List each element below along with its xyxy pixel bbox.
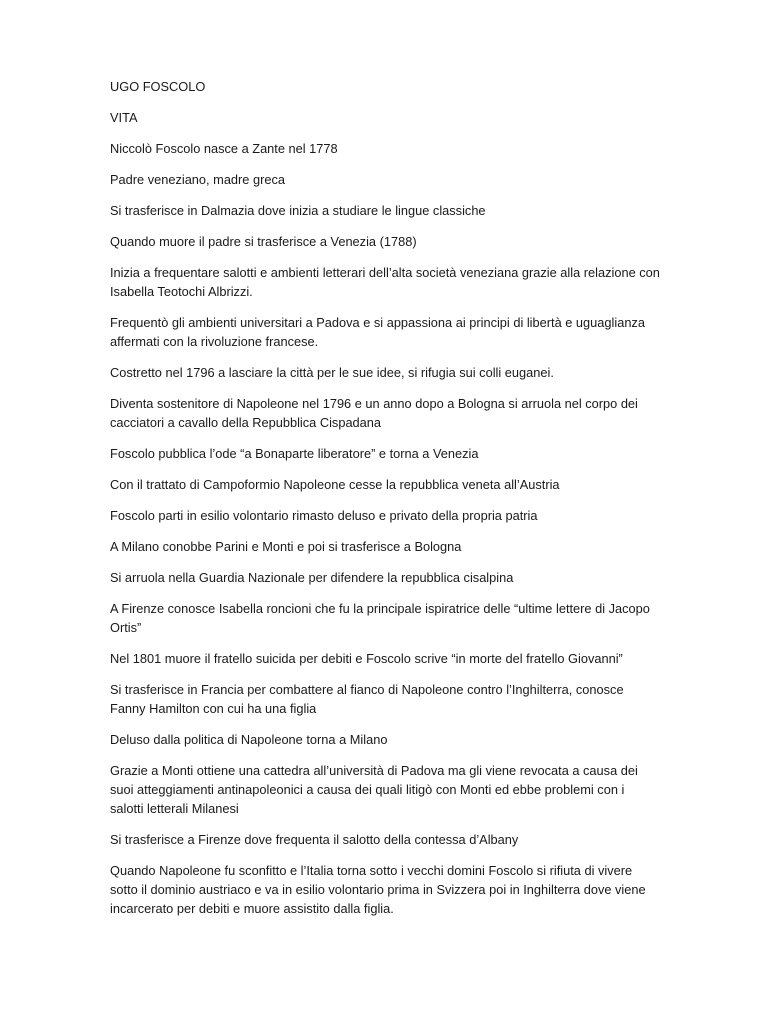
paragraph: Costretto nel 1796 a lasciare la città per le sue idee, si rifugia sui colli euganei. (110, 365, 554, 380)
document-title: UGO FOSCOLO (110, 79, 206, 94)
paragraph: Inizia a frequentare salotti e ambienti letterari dell’alta società veneziana grazie alla relazione con Isabella Teotochi Albrizzi. (110, 265, 660, 299)
paragraph: A Firenze conosce Isabella roncioni che fu la principale ispiratrice delle “ultime lettere di Jacopo Ortis” (110, 601, 650, 635)
paragraph: Quando Napoleone fu sconfitto e l’Italia torna sotto i vecchi domini Foscolo si rifiuta di vivere sotto il dominio austriaco e va in esilio volontario prima in Svizzera poi in Inghilterra dove viene incarcerato per debiti e muore assistito dalla figlia. (110, 863, 646, 916)
paragraph: Con il trattato di Campoformio Napoleone cesse la repubblica veneta all’Austria (110, 477, 560, 492)
paragraph: Grazie a Monti ottiene una cattedra all’università di Padova ma gli viene revocata a causa dei suoi atteggiamenti antinapoleonici a causa dei quali litigò con Monti ed ebbe problemi con i salotti letterali Milanesi (110, 763, 638, 816)
paragraph: Padre veneziano, madre greca (110, 172, 285, 187)
paragraph: Quando muore il padre si trasferisce a Venezia (1788) (110, 234, 417, 249)
paragraph: Frequentò gli ambienti universitari a Padova e si appassiona ai principi di libertà e uguaglianza affermati con la rivoluzione francese. (110, 315, 645, 349)
paragraph: Si arruola nella Guardia Nazionale per difendere la repubblica cisalpina (110, 570, 514, 585)
paragraph: Si trasferisce a Firenze dove frequenta il salotto della contessa d’Albany (110, 832, 519, 847)
paragraph: Foscolo pubblica l’ode “a Bonaparte liberatore” e torna a Venezia (110, 446, 479, 461)
section-heading: VITA (110, 110, 138, 125)
paragraph: Si trasferisce in Dalmazia dove inizia a studiare le lingue classiche (110, 203, 486, 218)
paragraph: Niccolò Foscolo nasce a Zante nel 1778 (110, 141, 338, 156)
paragraph: Si trasferisce in Francia per combattere al fianco di Napoleone contro l’Inghilterra, conosce Fanny Hamilton con cui ha una figlia (110, 682, 624, 716)
paragraph: Nel 1801 muore il fratello suicida per debiti e Foscolo scrive “in morte del fratello Giovanni” (110, 651, 623, 666)
paragraph: A Milano conobbe Parini e Monti e poi si trasferisce a Bologna (110, 539, 462, 554)
document-body (110, 77, 660, 930)
paragraph: Deluso dalla politica di Napoleone torna a Milano (110, 732, 388, 747)
paragraph: Foscolo parti in esilio volontario rimasto deluso e privato della propria patria (110, 508, 538, 523)
paragraph: Diventa sostenitore di Napoleone nel 1796 e un anno dopo a Bologna si arruola nel corpo dei cacciatori a cavallo della Repubblica Cispadana (110, 396, 638, 430)
